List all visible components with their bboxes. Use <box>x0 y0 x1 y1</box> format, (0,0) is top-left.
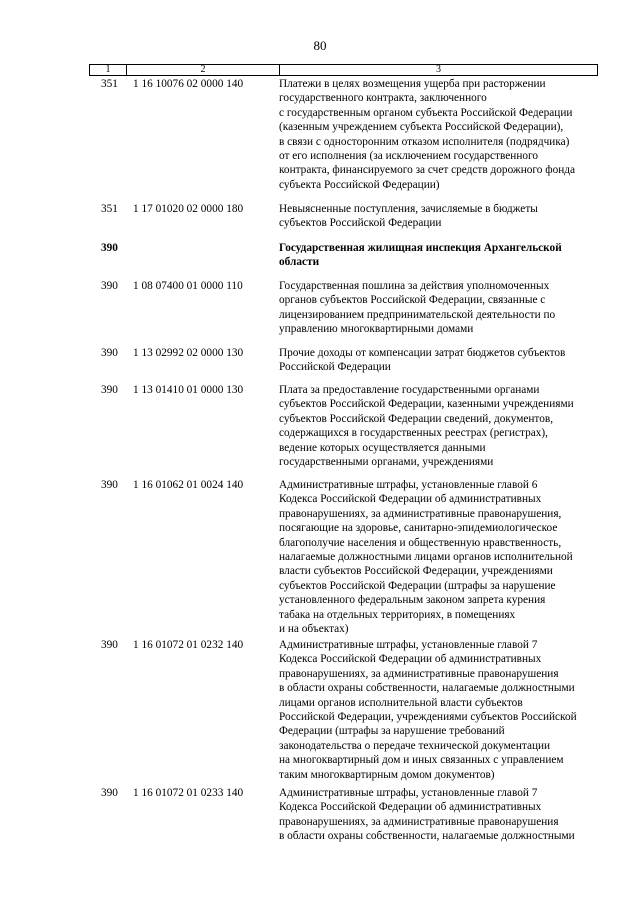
revenue-description: Административные штрафы, установленные главой 7 Кодекса Российской Федерации об административных правонарушениях, за административные правонарушения в области охраны собственности, налагаемые должностными лицами органов исполнительной власти субъектов Российской Федерации, учреждениями субъектов Российской Федерации (штрафы за нарушение требований законодательства о передаче технической документации на многоквартирный дом и иных связанных с управлением таким многоквартирным домом документов) <box>279 639 577 781</box>
column-header-3: 3 <box>436 64 441 75</box>
kbk-code: 1 16 01072 01 0233 140 <box>133 787 244 799</box>
column-header-2: 2 <box>200 64 206 75</box>
admin-code: 390 <box>101 384 118 396</box>
agency-title: Государственная жилищная инспекция Архангельской области <box>279 242 562 269</box>
revenue-description: Государственная пошлина за действия уполномоченных органов субъектов Российской Федерации, связанные с лицензированием предпринимательской деятельности по управлению многоквартирными домами <box>279 280 556 336</box>
admin-code: 390 <box>101 242 118 254</box>
kbk-code: 1 16 01062 01 0024 140 <box>133 479 244 491</box>
admin-code: 351 <box>101 78 118 90</box>
revenue-description: Прочие доходы от компенсации затрат бюджетов субъектов Российской Федерации <box>279 347 566 374</box>
revenue-description: Платежи в целях возмещения ущерба при расторжении государственного контракта, заключенного с государственным органом субъекта Российской Федерации (казенным учреждением субъекта Российской Федерации), в связи с односторонним отказом исполнителя (подрядчика) от его исполнения (за исключением государственного контракта, финансируемого за счет средств дорожного фонда субъекта Российской Федерации) <box>279 78 576 191</box>
admin-code: 351 <box>101 203 118 215</box>
kbk-code: 1 17 01020 02 0000 180 <box>133 203 244 215</box>
admin-code: 390 <box>101 347 118 359</box>
page-number: 80 <box>313 38 327 53</box>
kbk-code: 1 13 02992 02 0000 130 <box>133 347 244 359</box>
revenue-description: Административные штрафы, установленные главой 7 Кодекса Российской Федерации об административных правонарушениях, за административные правонарушения в области охраны собственности, налагаемые должностными <box>279 787 575 843</box>
revenue-description: Административные штрафы, установленные главой 6 Кодекса Российской Федерации об административных правонарушениях, за административные правонарушения, посягающие на здоровье, санитарно-эпидемиологическое благополучие населения и общественную нравственность, налагаемые должностными лицами органов исполнительной власти субъектов Российской Федерации, учреждениями субъектов Российской Федерации (штрафы за нарушение установленного федеральным законом запрета курения табака на отдельных территориях, в помещениях и на объектах) <box>279 479 573 636</box>
revenue-description: Невыясненные поступления, зачисляемые в бюджеты субъектов Российской Федерации <box>279 203 538 230</box>
kbk-code: 1 16 01072 01 0232 140 <box>133 639 244 651</box>
admin-code: 390 <box>101 787 118 799</box>
admin-code: 390 <box>101 639 118 651</box>
revenue-description: Плата за предоставление государственными органами субъектов Российской Федерации, казенными учреждениями субъектов Российской Федерации сведений, документов, содержащихся в государственных реестрах (регистрах), ведение которых осуществляется данными государственными органами, учреждениями <box>279 384 574 469</box>
table-header <box>89 64 598 76</box>
admin-code: 390 <box>101 479 118 491</box>
kbk-code: 1 13 01410 01 0000 130 <box>133 384 244 396</box>
kbk-code: 1 08 07400 01 0000 110 <box>133 280 243 292</box>
column-header-1: 1 <box>105 64 111 75</box>
kbk-code: 1 16 10076 02 0000 140 <box>133 78 244 90</box>
admin-code: 390 <box>101 280 118 292</box>
